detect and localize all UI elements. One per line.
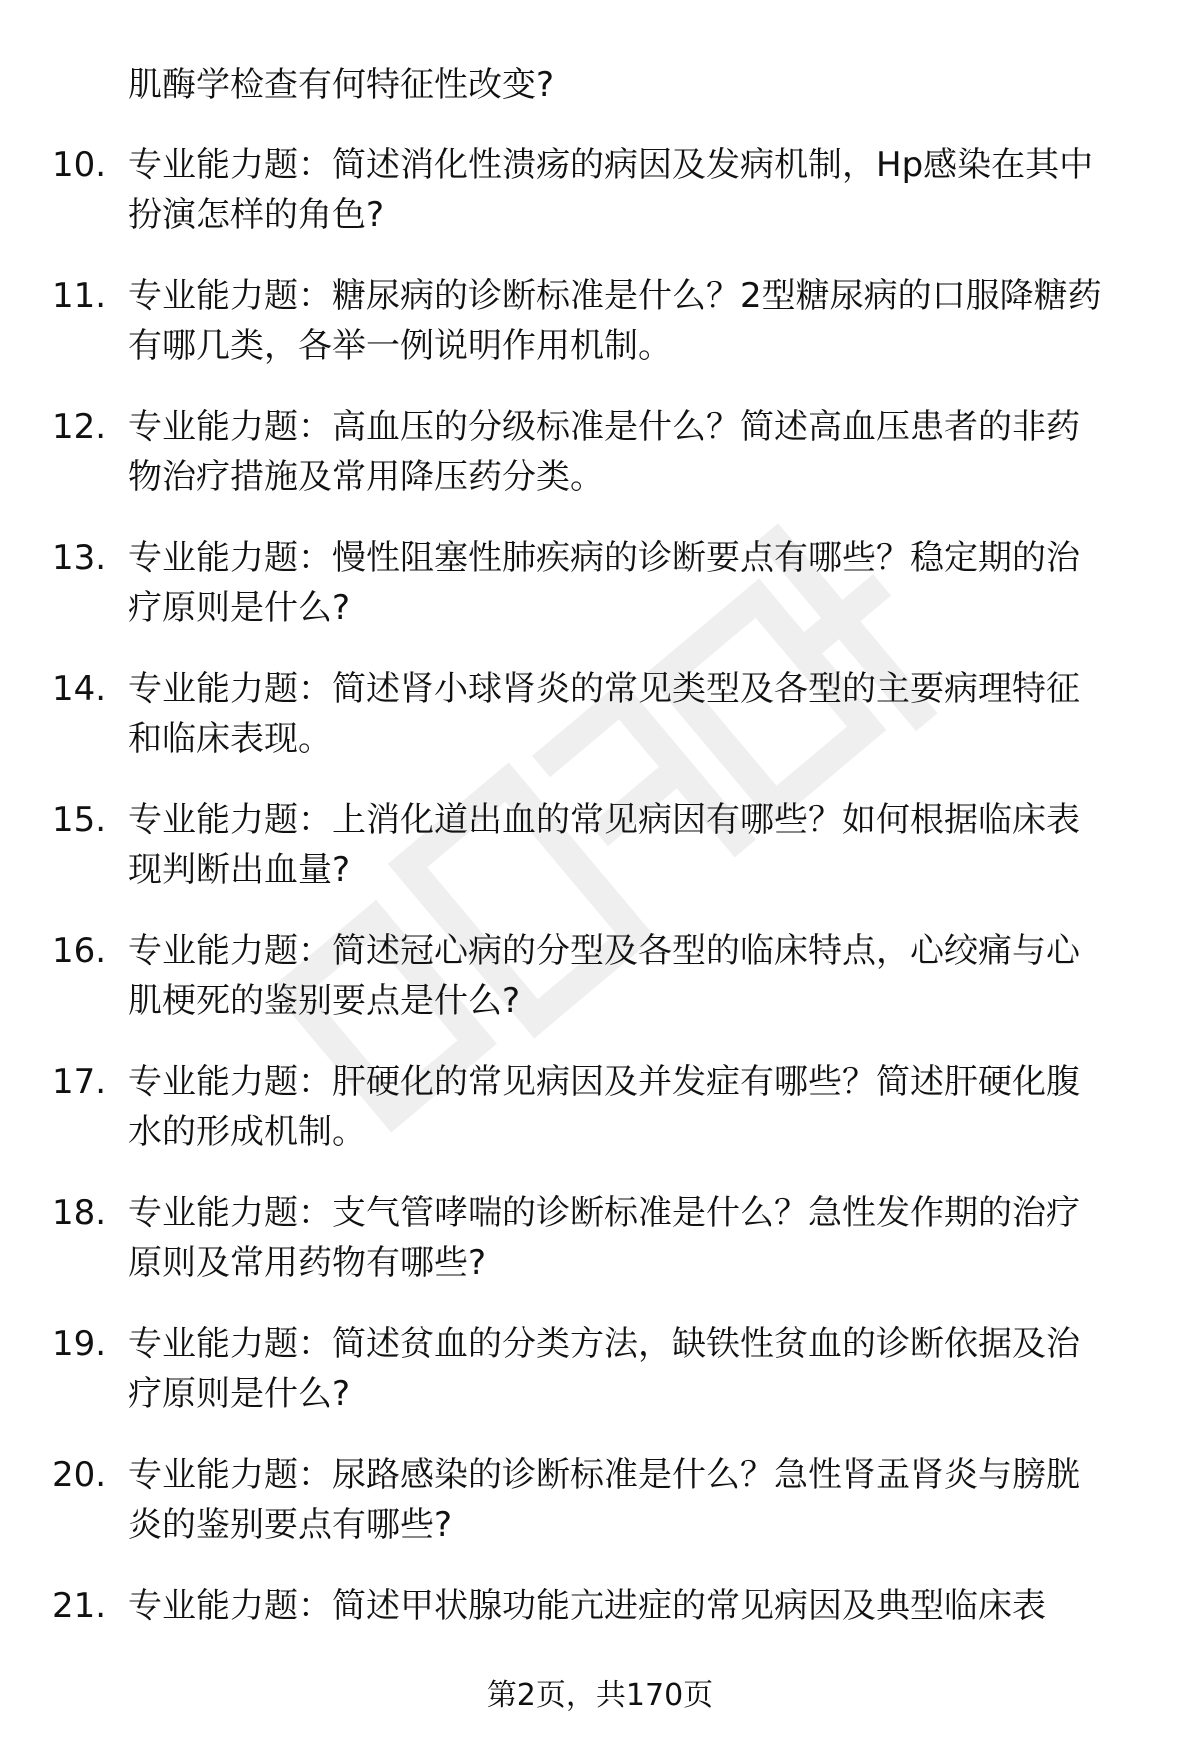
question-line: 专业能力题：高血压的分级标准是什么？简述高血压患者的非药	[128, 407, 1080, 447]
question-number: 21.	[52, 1586, 107, 1626]
question-line: 原则及常用药物有哪些?	[128, 1243, 487, 1283]
question-line: 扮演怎样的角色?	[128, 195, 385, 235]
question-line: 物治疗措施及常用降压药分类。	[128, 457, 604, 497]
question-line: 专业能力题：肝硬化的常见病因及并发症有哪些？简述肝硬化腹	[128, 1062, 1080, 1102]
page-footer: 第2页，共170页	[486, 1678, 714, 1713]
question-line: 专业能力题：慢性阻塞性肺疾病的诊断要点有哪些？稳定期的治	[128, 538, 1080, 578]
question-text	[128, 533, 1168, 633]
question-text	[128, 1188, 1168, 1288]
question-text	[128, 1057, 1168, 1157]
question-text	[128, 271, 1168, 371]
question-number: 16.	[52, 931, 107, 971]
list-item	[0, 795, 1200, 926]
question-line: 专业能力题：简述消化性溃疡的病因及发病机制，Hp感染在其中	[128, 145, 1094, 185]
question-text	[128, 140, 1168, 240]
list-item	[0, 926, 1200, 1057]
list-item	[0, 533, 1200, 664]
list-item	[0, 1319, 1200, 1450]
question-number: 17.	[52, 1062, 107, 1102]
question-text	[128, 926, 1168, 1026]
question-number: 11.	[52, 276, 107, 316]
question-line: 专业能力题：简述甲状腺功能亢进症的常见病因及典型临床表	[128, 1586, 1046, 1626]
question-line: 水的形成机制。	[128, 1112, 366, 1152]
question-number: 15.	[52, 800, 107, 840]
list-item	[0, 271, 1200, 402]
question-line: 疗原则是什么?	[128, 1374, 351, 1414]
question-number: 10.	[52, 145, 107, 185]
question-text	[128, 795, 1168, 895]
question-line: 和临床表现。	[128, 719, 332, 759]
question-text	[128, 1319, 1168, 1419]
question-text	[128, 402, 1168, 502]
question-text	[128, 1581, 1168, 1631]
question-line: 肌梗死的鉴别要点是什么?	[128, 981, 521, 1021]
question-line: 疗原则是什么?	[128, 588, 351, 628]
list-item	[0, 402, 1200, 533]
question-number: 13.	[52, 538, 107, 578]
list-item	[0, 1450, 1200, 1581]
question-number: 12.	[52, 407, 107, 447]
question-number: 19.	[52, 1324, 107, 1364]
question-list	[0, 140, 1200, 1712]
continued-question-text: 肌酶学检查有何特征性改变?	[128, 65, 555, 105]
question-line: 专业能力题：支气管哮喘的诊断标准是什么？急性发作期的治疗	[128, 1193, 1080, 1233]
list-item	[0, 140, 1200, 271]
question-number: 18.	[52, 1193, 107, 1233]
question-line: 专业能力题：糖尿病的诊断标准是什么？2型糖尿病的口服降糖药	[128, 276, 1102, 316]
question-text	[128, 1450, 1168, 1550]
question-line: 专业能力题：简述肾小球肾炎的常见类型及各型的主要病理特征	[128, 669, 1080, 709]
question-line: 专业能力题：上消化道出血的常见病因有哪些？如何根据临床表	[128, 800, 1080, 840]
question-line: 专业能力题：简述冠心病的分型及各型的临床特点，心绞痛与心	[128, 931, 1080, 971]
question-line: 炎的鉴别要点有哪些?	[128, 1505, 453, 1545]
question-line: 专业能力题：尿路感染的诊断标准是什么？急性肾盂肾炎与膀胱	[128, 1455, 1080, 1495]
question-text	[128, 664, 1168, 764]
list-item	[0, 1188, 1200, 1319]
question-line: 现判断出血量?	[128, 850, 351, 890]
list-item	[0, 1057, 1200, 1188]
question-number: 20.	[52, 1455, 107, 1495]
list-item	[0, 664, 1200, 795]
question-line: 专业能力题：简述贫血的分类方法，缺铁性贫血的诊断依据及治	[128, 1324, 1080, 1364]
question-number: 14.	[52, 669, 107, 709]
question-line: 有哪几类，各举一例说明作用机制。	[128, 326, 672, 366]
